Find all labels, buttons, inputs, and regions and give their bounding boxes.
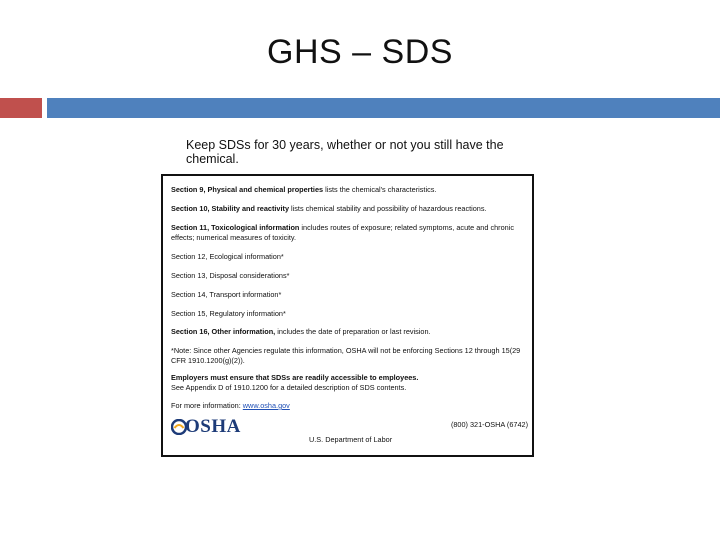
agency-name: U.S. Department of Labor <box>309 435 393 444</box>
employers-notice: Employers must ensure that SDSs are readily accessible to employees. See Appendix D of 1910.1200 for a detailed description of SDS contents. <box>171 373 419 392</box>
osha-logo-text: OSHA <box>185 416 241 437</box>
phone-number: (800) 321-OSHA (6742) <box>450 420 528 429</box>
slide-title: GHS – SDS <box>267 33 453 71</box>
accent-bar-red <box>0 98 42 118</box>
section-13-entry: Section 13, Disposal considerations* <box>171 271 290 280</box>
section-14-entry: Section 14, Transport information* <box>171 290 282 299</box>
note-text: *Note: Since other Agencies regulate this information, OSHA will not be enforcing Sections 12 through 15(29 CFR 1910.1200(g)(2)). <box>171 346 521 365</box>
more-info: For more information: www.osha.gov <box>171 401 290 410</box>
section-16-entry: Section 16, Other information, includes the date of preparation or last revision. <box>171 327 431 336</box>
section-12-entry: Section 12, Ecological information* <box>171 252 284 261</box>
accent-bar-blue <box>47 98 720 118</box>
sds-document-image <box>161 174 534 457</box>
bullet-text: Keep SDSs for 30 years, whether or not you still have the chemical. <box>186 138 504 166</box>
section-10-entry: Section 10, Stability and reactivity lists chemical stability and possibility of hazardous reactions. <box>171 204 487 213</box>
section-9-entry: Section 9, Physical and chemical properties lists the chemical's characteristics. <box>171 185 437 194</box>
section-15-entry: Section 15, Regulatory information* <box>171 309 286 318</box>
osha-website-link[interactable]: www.osha.gov <box>242 401 290 410</box>
osha-logo <box>171 416 241 438</box>
section-11-entry: Section 11, Toxicological information includes routes of exposure; related symptoms, acute and chronic effects; numerical measures of toxicity. <box>171 223 514 242</box>
